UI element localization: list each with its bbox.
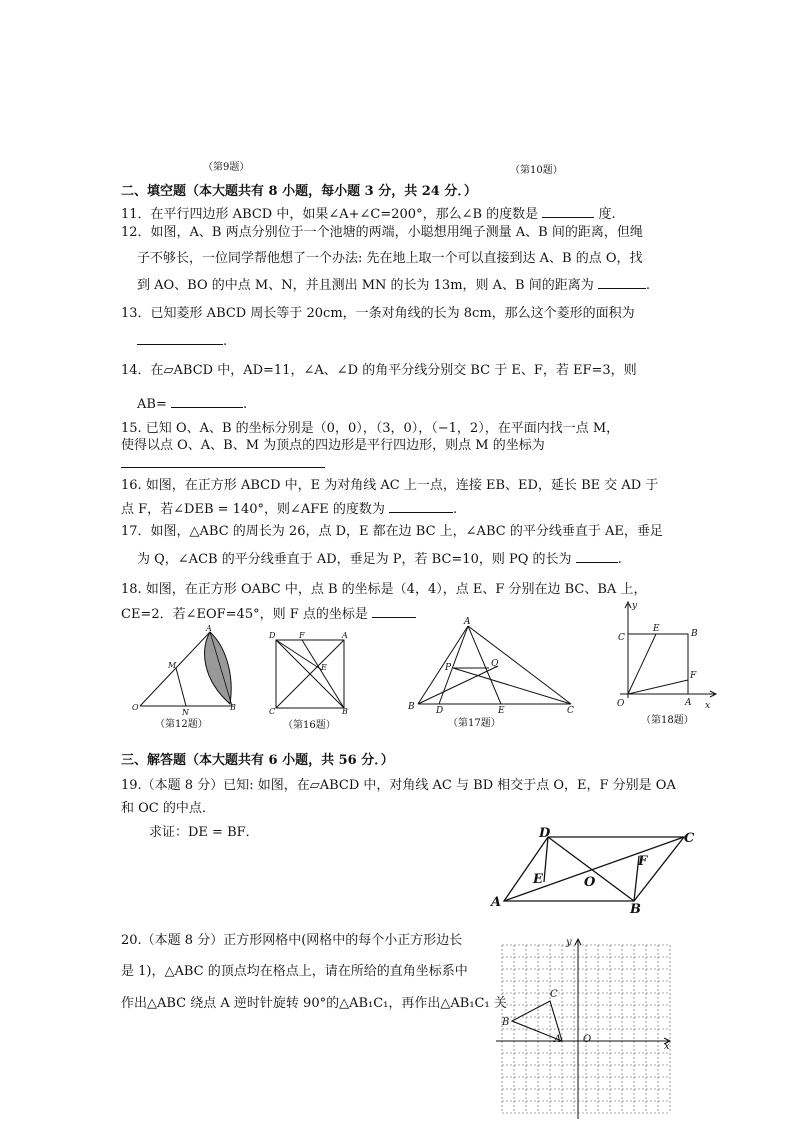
fig19-label-c: C [684,831,695,846]
figure-18 [612,598,722,710]
fig12-label-m: M [168,661,177,670]
question-14-line2: AB= . [137,397,248,412]
fig20-label-x: x [664,1041,670,1052]
fig12-label-o: O [132,703,139,712]
fig20-label-o: O [583,1034,592,1045]
question-12-line2: 子不够长，一位同学帮他想了一个办法: 先在地上取一个可以直接到达 A、B 的点 O，找 [137,251,643,266]
fig16-label-f: F [299,631,305,640]
question-20-line2: 是 1)，△ABC 的顶点均在格点上，请在所给的直角坐标系中 [121,964,468,979]
figure-20-grid [494,935,684,1120]
fig17-label-c: C [567,706,574,716]
fig19-label-d: D [539,826,551,841]
fig16-label-e: E [321,663,327,672]
q11-text: 11．在平行四边形 ABCD 中，如果∠A+∠C=200°，那么∠B 的度数是 [121,207,539,222]
question-14-line1: 14．在▱ABCD 中，AD=11，∠A、∠D 的角平分线分别交 BC 于 E、F，若 EF=3，则 [121,363,637,378]
fig19-label-e: E [533,872,543,887]
q17-text: 为 Q，∠ACB 的平分线垂直于 AD，垂足为 P，若 BC=10，则 PQ 的长为 [137,552,572,567]
q13-answer-blank[interactable] [137,332,223,345]
caption-fig10: （第10题） [510,165,563,176]
figure-16 [266,630,356,718]
q18-text: CE=2．若∠EOF=45°，则 F 点的坐标是 [121,607,368,622]
question-15-line3 [121,455,325,474]
q14-text: AB= [137,397,167,412]
figure-17 [403,616,583,716]
q14-answer-blank[interactable] [171,395,243,408]
question-17-line2: 为 Q，∠ACB 的平分线垂直于 AD，垂足为 P，若 BC=10，则 PQ 的长为 . [137,552,622,567]
question-18-line1: 18. 如图，在正方形 OABC 中，点 B 的坐标是（4，4），点 E、F 分别在边 BC、BA 上， [121,582,647,597]
q11-text-end: 度. [598,207,616,222]
fig17-label-q: Q [491,659,499,669]
question-19-line1: 19.（本题 8 分）已知: 如图，在▱ABCD 中，对角线 AC 与 BD 相交于点 O，E，F 分别是 OA [121,778,676,793]
fig17-label-e: E [498,706,505,716]
fig19-label-b: B [630,902,641,917]
q17-answer-blank[interactable] [576,550,618,563]
q12-text: 到 AO、BO 的中点 M、N，并且测出 MN 的长为 13m，则 A、B 间的距离为 [137,278,594,293]
question-20-line1: 20.（本题 8 分）正方形网格中(网格中的每个小正方形边长 [121,933,463,948]
question-11 [121,205,616,224]
q11-answer-blank[interactable] [542,205,594,218]
fig17-label-b: B [408,702,415,712]
fig18-label-y: y [632,601,638,611]
q15-answer-blank[interactable] [121,455,325,468]
fig18-label-b: B [691,629,698,639]
question-17-line1: 17．如图，△ABC 的周长为 26，点 D，E 都在边 BC 上，∠ABC 的平分线垂直于 AE，垂足 [121,524,663,539]
question-12-line3: 到 AO、BO 的中点 M、N，并且测出 MN 的长为 13m，则 A、B 间的距离为 . [137,278,651,293]
section-heading-solve: 三、解答题（本大题共有 6 小题，共 56 分．） [121,753,394,768]
question-13-line2: . [137,332,227,351]
fig19-label-f: F [638,854,648,869]
caption-fig16: （第16题） [283,720,336,731]
caption-fig9: （第9题） [203,162,250,173]
q16-answer-blank[interactable] [389,500,453,513]
fig16-label-a: A [342,631,348,640]
question-15-line1: 15. 已知 O、A、B 的坐标分别是（0，0），（3，0），（−1，2），在平面内找一点 M， [121,421,620,436]
fig12-label-a: A [206,624,212,633]
fig18-label-f: F [690,671,697,681]
q16-text: 点 F，若∠DEB = 140°，则∠AFE 的度数为 [121,502,385,517]
fig17-label-d: D [436,706,444,716]
fig20-label-b: B [502,1017,510,1028]
fig20-label-y: y [566,937,572,948]
caption-fig12: （第12题） [155,719,208,730]
section-heading-fill-in: 二、填空题（本大题共有 8 小题，每小题 3 分，共 24 分．） [121,184,477,199]
fig18-label-c: C [618,633,625,643]
question-19-line2: 和 OC 的中点． [121,801,215,816]
question-12-line1: 12．如图，A、B 两点分别位于一个池塘的两端，小聪想用绳子测量 A、B 间的距离，但绳 [121,225,643,240]
question-20-line3: 作出△ABC 绕点 A 逆时针旋转 90°的△AB₁C₁，再作出△AB₁C₁ 关 [121,996,507,1011]
question-16-line2: 点 F，若∠DEB = 140°，则∠AFE 的度数为 . [121,502,458,517]
fig19-label-a: A [491,895,502,910]
fig20-label-c: C [550,989,558,1000]
question-18-line2 [121,605,416,624]
fig16-label-c: C [269,707,276,716]
q12-answer-blank[interactable] [598,276,646,289]
fig20-label-a: A [554,1034,562,1045]
fig16-label-b: B [342,707,348,716]
fig17-label-p: P [445,663,452,673]
fig12-label-b: B [230,703,236,712]
fig18-label-o: O [617,699,625,709]
fig17-label-a: A [464,617,471,627]
fig19-label-o: O [584,875,596,890]
question-16-line1: 16. 如图，在正方形 ABCD 中，E 为对角线 AC 上一点，连接 EB、ED，延长 BE 交 AD 于 [121,478,659,493]
figure-12 [130,624,245,717]
figure-19 [488,825,703,917]
fig18-label-a: A [685,698,692,708]
question-13-line1: 13．已知菱形 ABCD 周长等于 20cm，一条对角线的长为 8cm，那么这个菱形的面积为 [121,306,635,321]
caption-fig18: （第18题） [641,715,694,726]
fig18-label-x: x [705,701,711,711]
question-19-line3: 求证：DE = BF． [149,825,259,840]
caption-fig17: （第17题） [448,718,501,729]
question-15-line2: 使得以点 O、A、B、M 为顶点的四边形是平行四边形，则点 M 的坐标为 [121,438,545,453]
fig16-label-d: D [269,631,276,640]
fig12-label-n: N [182,708,189,717]
fig18-label-e: E [653,624,660,634]
